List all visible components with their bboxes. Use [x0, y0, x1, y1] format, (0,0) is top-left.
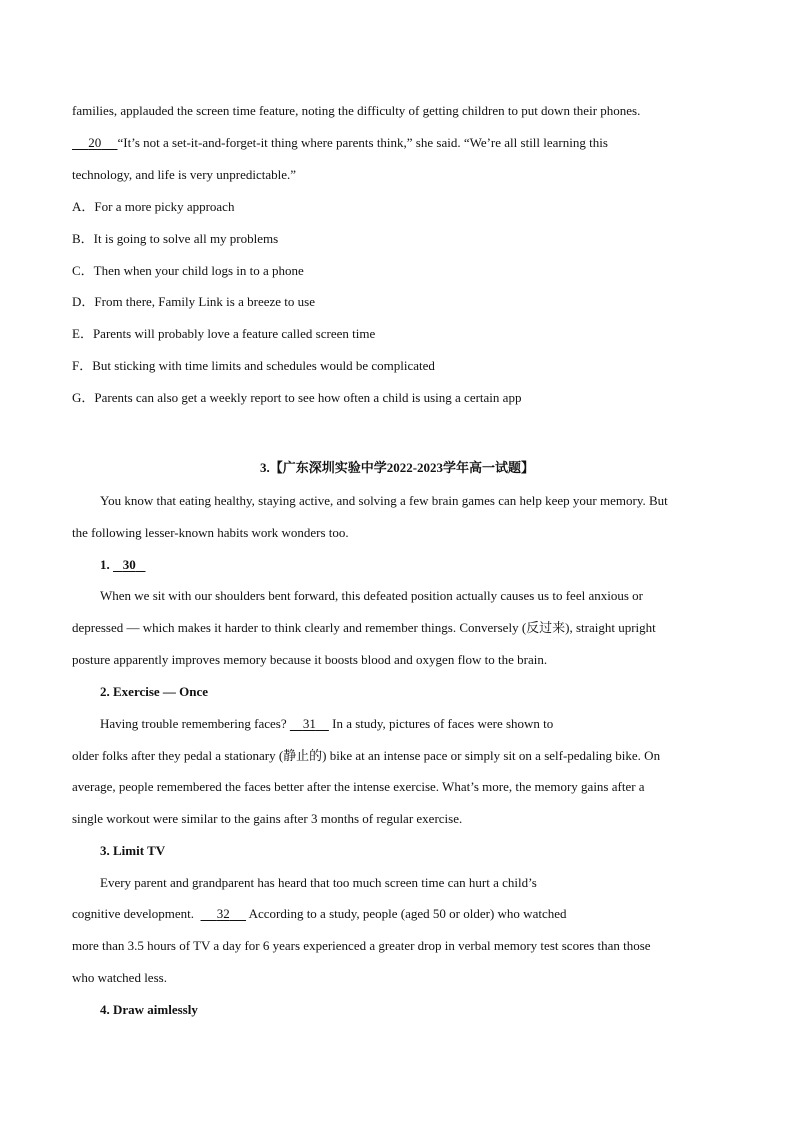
blank-20: 20 [88, 135, 102, 150]
intro-line: You know that eating healthy, staying active, and solving a few brain games can help keep your memory. But [100, 493, 668, 508]
paragraph-line: single workout were similar to the gains after 3 months of regular exercise. [72, 811, 463, 826]
passage-line: technology, and life is very unpredictable.” [72, 167, 297, 182]
option-d: D．From there, Family Link is a breeze to use [72, 294, 315, 309]
option-f: F．But sticking with time limits and schedules would be complicated [72, 358, 435, 373]
paragraph-line: older folks after they pedal a stationary (静止的) bike at an intense pace or simply sit on a self-pedaling bike. On [72, 748, 661, 763]
blank-32: 32 [216, 906, 230, 921]
section-title: 3.【广东深圳实验中学2022-2023学年高一试题】 [259, 460, 535, 475]
option-e: E．Parents will probably love a feature called screen time [72, 326, 376, 341]
blank-30: 30 [122, 557, 136, 572]
heading-1: 1. 30 [100, 557, 146, 573]
paragraph-line: When we sit with our shoulders bent forward, this defeated position actually causes us to feel anxious or [100, 588, 643, 603]
paragraph-line: Having trouble remembering faces? 31 In a study, pictures of faces were shown to [100, 716, 554, 731]
paragraph-line: cognitive development. 32 According to a study, people (aged 50 or older) who watched [72, 906, 567, 921]
passage-line: 20 “It’s not a set-it-and-forget-it thing where parents think,” she said. “We’re all still learning this [72, 135, 608, 151]
option-g: G．Parents can also get a weekly report to see how often a child is using a certain app [72, 390, 522, 405]
option-b: B．It is going to solve all my problems [72, 231, 279, 246]
option-a: A．For a more picky approach [72, 199, 235, 214]
heading-3: 3. Limit TV [100, 843, 166, 858]
heading-4: 4. Draw aimlessly [100, 1002, 198, 1017]
passage-line: families, applauded the screen time feature, noting the difficulty of getting children to put down their phones. [72, 103, 641, 118]
paragraph-line: more than 3.5 hours of TV a day for 6 years experienced a greater drop in verbal memory test scores than those [72, 938, 651, 953]
intro-line: the following lesser-known habits work wonders too. [72, 525, 349, 540]
paragraph-line: average, people remembered the faces better after the intense exercise. What’s more, the memory gains after a [72, 779, 645, 794]
heading-2: 2. Exercise — Once [100, 684, 209, 699]
paragraph-line: posture apparently improves memory because it boosts blood and oxygen flow to the brain. [72, 652, 548, 667]
option-c: C．Then when your child logs in to a phone [72, 263, 304, 278]
paragraph-line: depressed — which makes it harder to think clearly and remember things. Conversely (反过来), straight upright [72, 620, 656, 635]
paragraph-line: who watched less. [72, 970, 167, 985]
blank-31: 31 [302, 716, 316, 731]
paragraph-line: Every parent and grandparent has heard that too much screen time can hurt a child’s [100, 875, 537, 890]
